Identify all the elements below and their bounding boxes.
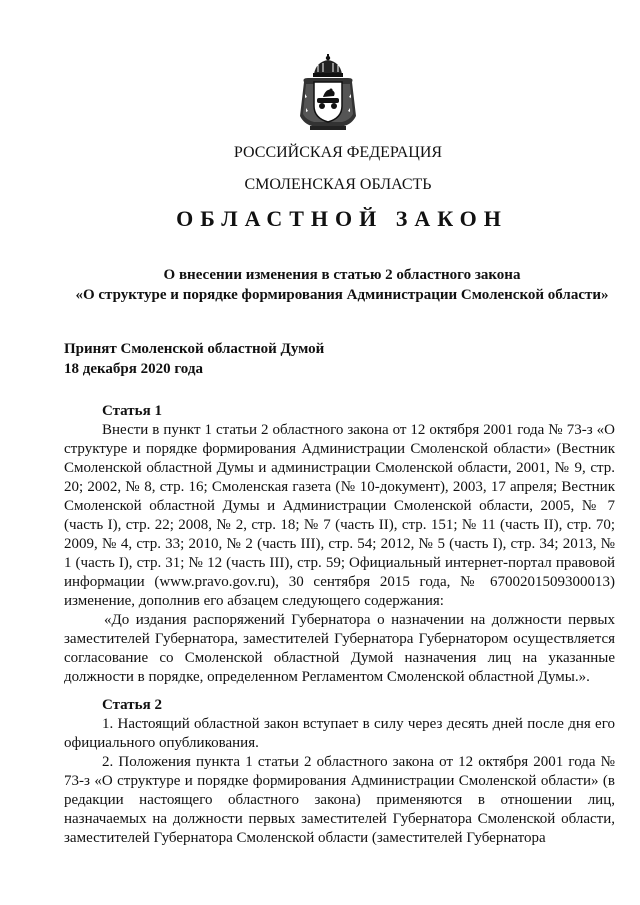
article-1-text: Внести в пункт 1 статьи 2 областного закона от 12 октября 2001 года № 73-з «О структуре и порядке формирования Администрации Смоленской области» (Вестник Смоленской областной Думы и администрации Смоленской области, 2001, № 9, стр. 20; 2002, № 8, стр. 16; Смоленская газета (№ 10-документ), 2003, 17 апреля; Вестник Смоленской областной Думы и Администрации Смоленской области, 2005, № 7 (часть I), стр. 22; 2008, № 2, стр. 18; № 7 (часть II), стр. 151; № 11 (часть II), стр. 70; 2009, № 4, стр. 33; 2010, № 2 (часть III), стр. 54; 2012, № 5 (часть I), стр. 34; 2013, № 1 (часть I), стр. 31; № 12 (часть III), стр. 59; Официальный интернет-портал правовой информации (www.pravo.gov.ru), 30 сентября 2015 года, № 6700201509300013) изменение, дополнив его абзацем следующего содержания: — [64, 422, 615, 609]
adoption-body: Принят Смоленской областной Думой — [64, 341, 325, 357]
article-1 — [64, 402, 615, 687]
article-2-paragraph-1: 1. Настоящий областной закон вступает в силу через десять дней после дня его официального опубликования. — [64, 716, 615, 751]
article-1-heading: Статья 1 — [102, 403, 162, 419]
article-2 — [64, 696, 615, 848]
federation-heading: РОССИЙСКАЯ ФЕДЕРАЦИЯ — [233, 144, 443, 161]
law-title-line-1: О внесении изменения в статью 2 областного закона — [163, 267, 521, 283]
article-2-paragraph-2: 2. Положения пункта 1 статьи 2 областного закона от 12 октября 2001 года № 73-з «О структуре и порядке формирования Администрации Смоленской области» (в редакции настоящего областного закона) применяются в отношении лиц, назначаемых на должности первых заместителей Губернатора Смоленской области, заместителей Губернатора Смоленской области (заместителей Губернатора — [64, 754, 615, 846]
smolensk-coat-of-arms-icon — [296, 54, 360, 134]
law-title — [22, 265, 640, 305]
article-1-quote: «До издания распоряжений Губернатора о назначении на должности первых заместителей Губернатора, заместителей Губернатора Губернатором осуществляется согласование со Смоленской областной Думой назначения лиц на указанные должности в порядке, определенном Регламентом Смоленской областной Думы.». — [64, 612, 615, 685]
law-title-line-2: «О структуре и порядке формирования Администрации Смоленской области» — [75, 287, 609, 303]
document-type-heading: ОБЛАСТНОЙ ЗАКОН — [176, 206, 508, 231]
region-heading: СМОЛЕНСКАЯ ОБЛАСТЬ — [244, 176, 432, 193]
article-2-heading: Статья 2 — [102, 697, 162, 713]
adoption-date: 18 декабря 2020 года — [64, 361, 203, 377]
adoption-info — [64, 339, 324, 379]
